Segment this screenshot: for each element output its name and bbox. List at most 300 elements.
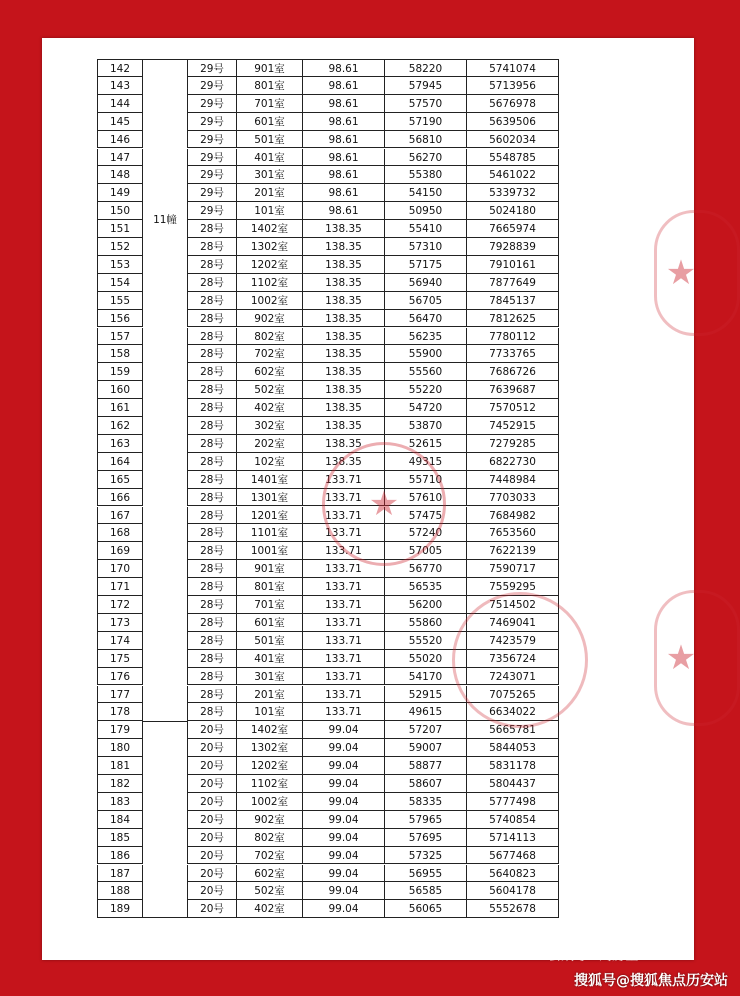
unit-area-cell: 138.35 (303, 220, 385, 238)
unit-area-cell: 133.71 (303, 632, 385, 650)
unit-price-cell: 56535 (385, 578, 467, 596)
unit-price-cell: 55220 (385, 381, 467, 399)
unit-building-cell: 29号 (187, 95, 237, 113)
seal-star-icon: ★ (368, 484, 400, 524)
row-number-cell: 183 (97, 793, 143, 811)
unit-room-cell: 1402室 (237, 220, 303, 238)
unit-price-cell: 58877 (385, 757, 467, 775)
unit-total-cell: 6822730 (467, 453, 559, 471)
unit-total-cell: 5665781 (467, 721, 559, 739)
unit-room-cell: 1002室 (237, 793, 303, 811)
unit-total-cell: 5777498 (467, 793, 559, 811)
unit-building-cell: 28号 (187, 220, 237, 238)
unit-price-cell: 58335 (385, 793, 467, 811)
unit-total-cell: 7622139 (467, 542, 559, 560)
row-number-cell: 170 (97, 560, 143, 578)
unit-area-cell: 138.35 (303, 381, 385, 399)
unit-area-cell: 138.35 (303, 292, 385, 310)
unit-area-cell: 99.04 (303, 847, 385, 865)
unit-total-cell: 7356724 (467, 650, 559, 668)
unit-area-cell: 99.04 (303, 882, 385, 900)
unit-total-cell: 7243071 (467, 668, 559, 686)
row-number-cell: 165 (97, 471, 143, 489)
row-number-cell: 181 (97, 757, 143, 775)
unit-room-cell: 301室 (237, 166, 303, 184)
row-number-cell: 176 (97, 668, 143, 686)
unit-price-cell: 56270 (385, 149, 467, 167)
unit-total-cell: 7686726 (467, 363, 559, 381)
unit-room-cell: 901室 (237, 59, 303, 77)
unit-area-cell: 99.04 (303, 900, 385, 918)
unit-area-cell: 138.35 (303, 274, 385, 292)
unit-building-cell: 20号 (187, 865, 237, 883)
unit-area-cell: 138.35 (303, 328, 385, 346)
row-number-cell: 146 (97, 131, 143, 149)
unit-price-cell: 54150 (385, 184, 467, 202)
row-number-cell: 153 (97, 256, 143, 274)
unit-total-cell: 7469041 (467, 614, 559, 632)
unit-area-cell: 99.04 (303, 865, 385, 883)
row-number-cell: 187 (97, 865, 143, 883)
unit-total-cell: 7733765 (467, 345, 559, 363)
unit-building-cell: 28号 (187, 578, 237, 596)
unit-area-cell: 99.04 (303, 721, 385, 739)
unit-total-cell: 5676978 (467, 95, 559, 113)
unit-price-cell: 56940 (385, 274, 467, 292)
row-number-cell: 154 (97, 274, 143, 292)
unit-area-cell: 98.61 (303, 149, 385, 167)
unit-building-cell: 29号 (187, 113, 237, 131)
unit-total-cell: 7075265 (467, 686, 559, 704)
unit-total-cell: 5804437 (467, 775, 559, 793)
unit-price-cell: 58220 (385, 59, 467, 77)
unit-building-cell: 28号 (187, 542, 237, 560)
unit-building-cell: 28号 (187, 524, 237, 542)
source-watermark: 搜狐号@搜狐焦点历安站 (574, 973, 728, 989)
unit-building-cell: 28号 (187, 435, 237, 453)
unit-room-cell: 1102室 (237, 274, 303, 292)
building-group-label: 11幢 (153, 214, 177, 226)
unit-area-cell: 138.35 (303, 417, 385, 435)
unit-building-cell: 28号 (187, 256, 237, 274)
unit-price-cell: 59007 (385, 739, 467, 757)
unit-total-cell: 5831178 (467, 757, 559, 775)
unit-area-cell: 98.61 (303, 184, 385, 202)
unit-price-cell: 55900 (385, 345, 467, 363)
row-number-cell: 186 (97, 847, 143, 865)
unit-price-cell: 56585 (385, 882, 467, 900)
unit-price-cell: 57475 (385, 507, 467, 525)
unit-building-cell: 28号 (187, 310, 237, 328)
row-number-cell: 145 (97, 113, 143, 131)
unit-area-cell: 98.61 (303, 95, 385, 113)
unit-building-cell: 20号 (187, 811, 237, 829)
unit-price-cell: 50950 (385, 202, 467, 220)
unit-price-cell: 52915 (385, 686, 467, 704)
row-number-cell: 177 (97, 686, 143, 704)
unit-total-cell: 7639687 (467, 381, 559, 399)
unit-building-cell: 20号 (187, 829, 237, 847)
unit-price-cell: 57965 (385, 811, 467, 829)
unit-building-cell: 20号 (187, 739, 237, 757)
unit-price-cell: 56810 (385, 131, 467, 149)
unit-area-cell: 133.71 (303, 614, 385, 632)
unit-price-cell: 58607 (385, 775, 467, 793)
unit-area-cell: 99.04 (303, 775, 385, 793)
row-number-cell: 163 (97, 435, 143, 453)
unit-price-cell: 55520 (385, 632, 467, 650)
row-number-cell: 179 (97, 721, 143, 739)
unit-room-cell: 1002室 (237, 292, 303, 310)
unit-price-cell: 56955 (385, 865, 467, 883)
unit-price-cell: 57190 (385, 113, 467, 131)
unit-building-cell: 29号 (187, 202, 237, 220)
building-group-column (143, 59, 187, 918)
unit-building-cell: 28号 (187, 238, 237, 256)
row-number-cell: 161 (97, 399, 143, 417)
unit-total-cell: 5677468 (467, 847, 559, 865)
unit-room-cell: 202室 (237, 435, 303, 453)
unit-total-cell: 5339732 (467, 184, 559, 202)
unit-price-cell: 57570 (385, 95, 467, 113)
unit-room-cell: 501室 (237, 632, 303, 650)
unit-room-cell: 102室 (237, 453, 303, 471)
unit-total-cell: 5602034 (467, 131, 559, 149)
unit-total-cell: 7910161 (467, 256, 559, 274)
unit-area-cell: 133.71 (303, 686, 385, 704)
unit-room-cell: 101室 (237, 202, 303, 220)
unit-price-cell: 56200 (385, 596, 467, 614)
unit-room-cell: 802室 (237, 328, 303, 346)
unit-building-cell: 29号 (187, 149, 237, 167)
unit-building-cell: 20号 (187, 882, 237, 900)
unit-price-cell: 57005 (385, 542, 467, 560)
unit-building-cell: 28号 (187, 417, 237, 435)
unit-building-cell: 28号 (187, 453, 237, 471)
unit-price-cell: 53870 (385, 417, 467, 435)
unit-room-cell: 1301室 (237, 489, 303, 507)
unit-price-cell: 56235 (385, 328, 467, 346)
unit-building-cell: 20号 (187, 900, 237, 918)
unit-total-cell: 7452915 (467, 417, 559, 435)
row-number-cell: 147 (97, 149, 143, 167)
unit-building-cell: 28号 (187, 614, 237, 632)
row-number-cell: 159 (97, 363, 143, 381)
unit-room-cell: 602室 (237, 363, 303, 381)
unit-building-cell: 28号 (187, 274, 237, 292)
unit-price-cell: 55380 (385, 166, 467, 184)
row-number-cell: 164 (97, 453, 143, 471)
seal-star-icon: ★ (665, 638, 697, 678)
unit-total-cell: 5640823 (467, 865, 559, 883)
unit-price-cell: 56470 (385, 310, 467, 328)
unit-area-cell: 98.61 (303, 59, 385, 77)
unit-room-cell: 602室 (237, 865, 303, 883)
unit-room-cell: 402室 (237, 399, 303, 417)
unit-total-cell: 7928839 (467, 238, 559, 256)
row-number-cell: 162 (97, 417, 143, 435)
unit-building-cell: 28号 (187, 650, 237, 668)
row-number-cell: 173 (97, 614, 143, 632)
unit-room-cell: 801室 (237, 578, 303, 596)
unit-building-cell: 28号 (187, 596, 237, 614)
row-number-cell: 158 (97, 345, 143, 363)
row-number-cell: 166 (97, 489, 143, 507)
row-number-cell: 184 (97, 811, 143, 829)
unit-price-cell: 55860 (385, 614, 467, 632)
unit-building-cell: 28号 (187, 363, 237, 381)
row-number-cell: 148 (97, 166, 143, 184)
unit-building-cell: 29号 (187, 131, 237, 149)
unit-total-cell: 7812625 (467, 310, 559, 328)
unit-building-cell: 28号 (187, 381, 237, 399)
unit-price-cell: 55560 (385, 363, 467, 381)
unit-price-cell: 54720 (385, 399, 467, 417)
unit-building-cell: 28号 (187, 560, 237, 578)
unit-area-cell: 133.71 (303, 703, 385, 721)
unit-building-cell: 29号 (187, 59, 237, 77)
row-number-cell: 157 (97, 328, 143, 346)
unit-building-cell: 28号 (187, 471, 237, 489)
unit-price-cell: 57240 (385, 524, 467, 542)
unit-area-cell: 99.04 (303, 739, 385, 757)
unit-total-cell: 7684982 (467, 507, 559, 525)
unit-total-cell: 5024180 (467, 202, 559, 220)
unit-area-cell: 133.71 (303, 489, 385, 507)
unit-room-cell: 1302室 (237, 739, 303, 757)
unit-price-cell: 52615 (385, 435, 467, 453)
unit-area-cell: 138.35 (303, 453, 385, 471)
unit-area-cell: 98.61 (303, 202, 385, 220)
unit-room-cell: 901室 (237, 560, 303, 578)
unit-building-cell: 29号 (187, 184, 237, 202)
row-number-cell: 152 (97, 238, 143, 256)
row-number-cell: 188 (97, 882, 143, 900)
unit-building-cell: 28号 (187, 399, 237, 417)
unit-area-cell: 138.35 (303, 310, 385, 328)
unit-building-cell: 28号 (187, 345, 237, 363)
unit-building-cell: 28号 (187, 292, 237, 310)
unit-building-cell: 28号 (187, 668, 237, 686)
row-number-cell: 160 (97, 381, 143, 399)
unit-price-cell: 49315 (385, 453, 467, 471)
row-number-cell: 169 (97, 542, 143, 560)
unit-building-cell: 28号 (187, 632, 237, 650)
unit-area-cell: 133.71 (303, 471, 385, 489)
unit-price-cell: 49615 (385, 703, 467, 721)
unit-total-cell: 7653560 (467, 524, 559, 542)
unit-room-cell: 1001室 (237, 542, 303, 560)
unit-price-cell: 55020 (385, 650, 467, 668)
row-number-cell: 150 (97, 202, 143, 220)
unit-room-cell: 1202室 (237, 757, 303, 775)
unit-total-cell: 7570512 (467, 399, 559, 417)
row-number-cell: 155 (97, 292, 143, 310)
partial-seal-stamp (654, 590, 740, 726)
unit-price-cell: 56065 (385, 900, 467, 918)
row-number-cell: 171 (97, 578, 143, 596)
unit-price-cell: 57695 (385, 829, 467, 847)
faint-watermark: 公众号 · 周房宝 (548, 949, 639, 964)
unit-room-cell: 1101室 (237, 524, 303, 542)
unit-area-cell: 138.35 (303, 345, 385, 363)
unit-room-cell: 301室 (237, 668, 303, 686)
unit-total-cell: 7559295 (467, 578, 559, 596)
unit-building-cell: 28号 (187, 703, 237, 721)
unit-room-cell: 502室 (237, 381, 303, 399)
unit-room-cell: 401室 (237, 149, 303, 167)
unit-total-cell: 7780112 (467, 328, 559, 346)
row-number-cell: 189 (97, 900, 143, 918)
unit-area-cell: 133.71 (303, 524, 385, 542)
seal-star-icon: ★ (665, 253, 697, 293)
unit-room-cell: 302室 (237, 417, 303, 435)
unit-room-cell: 201室 (237, 686, 303, 704)
unit-building-cell: 20号 (187, 757, 237, 775)
unit-area-cell: 138.35 (303, 363, 385, 381)
unit-total-cell: 5844053 (467, 739, 559, 757)
unit-total-cell: 5741074 (467, 59, 559, 77)
unit-area-cell: 138.35 (303, 256, 385, 274)
unit-building-cell: 28号 (187, 489, 237, 507)
building-group-separator (143, 721, 187, 722)
row-number-cell: 142 (97, 59, 143, 77)
unit-room-cell: 401室 (237, 650, 303, 668)
unit-room-cell: 801室 (237, 77, 303, 95)
unit-building-cell: 20号 (187, 775, 237, 793)
unit-total-cell: 7279285 (467, 435, 559, 453)
row-number-cell: 143 (97, 77, 143, 95)
unit-area-cell: 133.71 (303, 650, 385, 668)
row-number-cell: 172 (97, 596, 143, 614)
unit-area-cell: 98.61 (303, 77, 385, 95)
unit-area-cell: 98.61 (303, 166, 385, 184)
unit-total-cell: 5713956 (467, 77, 559, 95)
unit-room-cell: 601室 (237, 614, 303, 632)
row-number-cell: 149 (97, 184, 143, 202)
row-number-cell: 175 (97, 650, 143, 668)
unit-total-cell: 7665974 (467, 220, 559, 238)
unit-price-cell: 57945 (385, 77, 467, 95)
unit-building-cell: 20号 (187, 847, 237, 865)
unit-area-cell: 99.04 (303, 793, 385, 811)
row-number-cell: 178 (97, 703, 143, 721)
unit-area-cell: 138.35 (303, 399, 385, 417)
unit-room-cell: 702室 (237, 847, 303, 865)
unit-area-cell: 133.71 (303, 668, 385, 686)
unit-room-cell: 1102室 (237, 775, 303, 793)
row-number-cell: 151 (97, 220, 143, 238)
unit-total-cell: 7845137 (467, 292, 559, 310)
unit-total-cell: 5548785 (467, 149, 559, 167)
unit-total-cell: 7877649 (467, 274, 559, 292)
unit-total-cell: 7448984 (467, 471, 559, 489)
unit-price-cell: 54170 (385, 668, 467, 686)
unit-room-cell: 701室 (237, 596, 303, 614)
row-number-cell: 174 (97, 632, 143, 650)
partial-seal-stamp (654, 210, 740, 336)
row-number-cell: 182 (97, 775, 143, 793)
unit-building-cell: 28号 (187, 328, 237, 346)
unit-building-cell: 20号 (187, 721, 237, 739)
unit-total-cell: 5714113 (467, 829, 559, 847)
unit-total-cell: 6634022 (467, 703, 559, 721)
unit-room-cell: 1302室 (237, 238, 303, 256)
unit-price-cell: 57310 (385, 238, 467, 256)
unit-total-cell: 5552678 (467, 900, 559, 918)
unit-building-cell: 28号 (187, 507, 237, 525)
unit-total-cell: 7514502 (467, 596, 559, 614)
unit-area-cell: 99.04 (303, 829, 385, 847)
unit-area-cell: 138.35 (303, 238, 385, 256)
unit-area-cell: 133.71 (303, 596, 385, 614)
unit-room-cell: 402室 (237, 900, 303, 918)
unit-room-cell: 1401室 (237, 471, 303, 489)
unit-price-cell: 56770 (385, 560, 467, 578)
unit-area-cell: 138.35 (303, 435, 385, 453)
unit-building-cell: 28号 (187, 686, 237, 704)
unit-room-cell: 601室 (237, 113, 303, 131)
unit-building-cell: 29号 (187, 77, 237, 95)
row-number-cell: 144 (97, 95, 143, 113)
unit-price-cell: 57325 (385, 847, 467, 865)
unit-room-cell: 501室 (237, 131, 303, 149)
unit-room-cell: 502室 (237, 882, 303, 900)
official-seal-stamp (322, 442, 446, 566)
unit-room-cell: 1201室 (237, 507, 303, 525)
unit-total-cell: 5740854 (467, 811, 559, 829)
unit-price-cell: 57207 (385, 721, 467, 739)
unit-area-cell: 133.71 (303, 560, 385, 578)
unit-room-cell: 101室 (237, 703, 303, 721)
unit-area-cell: 98.61 (303, 113, 385, 131)
unit-building-cell: 29号 (187, 166, 237, 184)
unit-price-cell: 57610 (385, 489, 467, 507)
unit-room-cell: 902室 (237, 310, 303, 328)
unit-building-cell: 20号 (187, 793, 237, 811)
unit-total-cell: 5604178 (467, 882, 559, 900)
row-number-cell: 185 (97, 829, 143, 847)
official-seal-stamp (452, 592, 588, 728)
unit-room-cell: 1202室 (237, 256, 303, 274)
row-number-cell: 167 (97, 507, 143, 525)
unit-total-cell: 5461022 (467, 166, 559, 184)
unit-total-cell: 7590717 (467, 560, 559, 578)
row-number-cell: 168 (97, 524, 143, 542)
unit-room-cell: 201室 (237, 184, 303, 202)
row-number-cell: 180 (97, 739, 143, 757)
unit-area-cell: 133.71 (303, 578, 385, 596)
unit-area-cell: 133.71 (303, 542, 385, 560)
unit-total-cell: 7703033 (467, 489, 559, 507)
unit-price-cell: 56705 (385, 292, 467, 310)
unit-room-cell: 701室 (237, 95, 303, 113)
unit-area-cell: 98.61 (303, 131, 385, 149)
unit-area-cell: 99.04 (303, 811, 385, 829)
unit-room-cell: 702室 (237, 345, 303, 363)
unit-total-cell: 7423579 (467, 632, 559, 650)
unit-area-cell: 99.04 (303, 757, 385, 775)
unit-price-cell: 55710 (385, 471, 467, 489)
unit-price-cell: 55410 (385, 220, 467, 238)
row-number-cell: 156 (97, 310, 143, 328)
unit-room-cell: 902室 (237, 811, 303, 829)
unit-area-cell: 133.71 (303, 507, 385, 525)
unit-total-cell: 5639506 (467, 113, 559, 131)
unit-room-cell: 802室 (237, 829, 303, 847)
unit-price-cell: 57175 (385, 256, 467, 274)
unit-room-cell: 1402室 (237, 721, 303, 739)
